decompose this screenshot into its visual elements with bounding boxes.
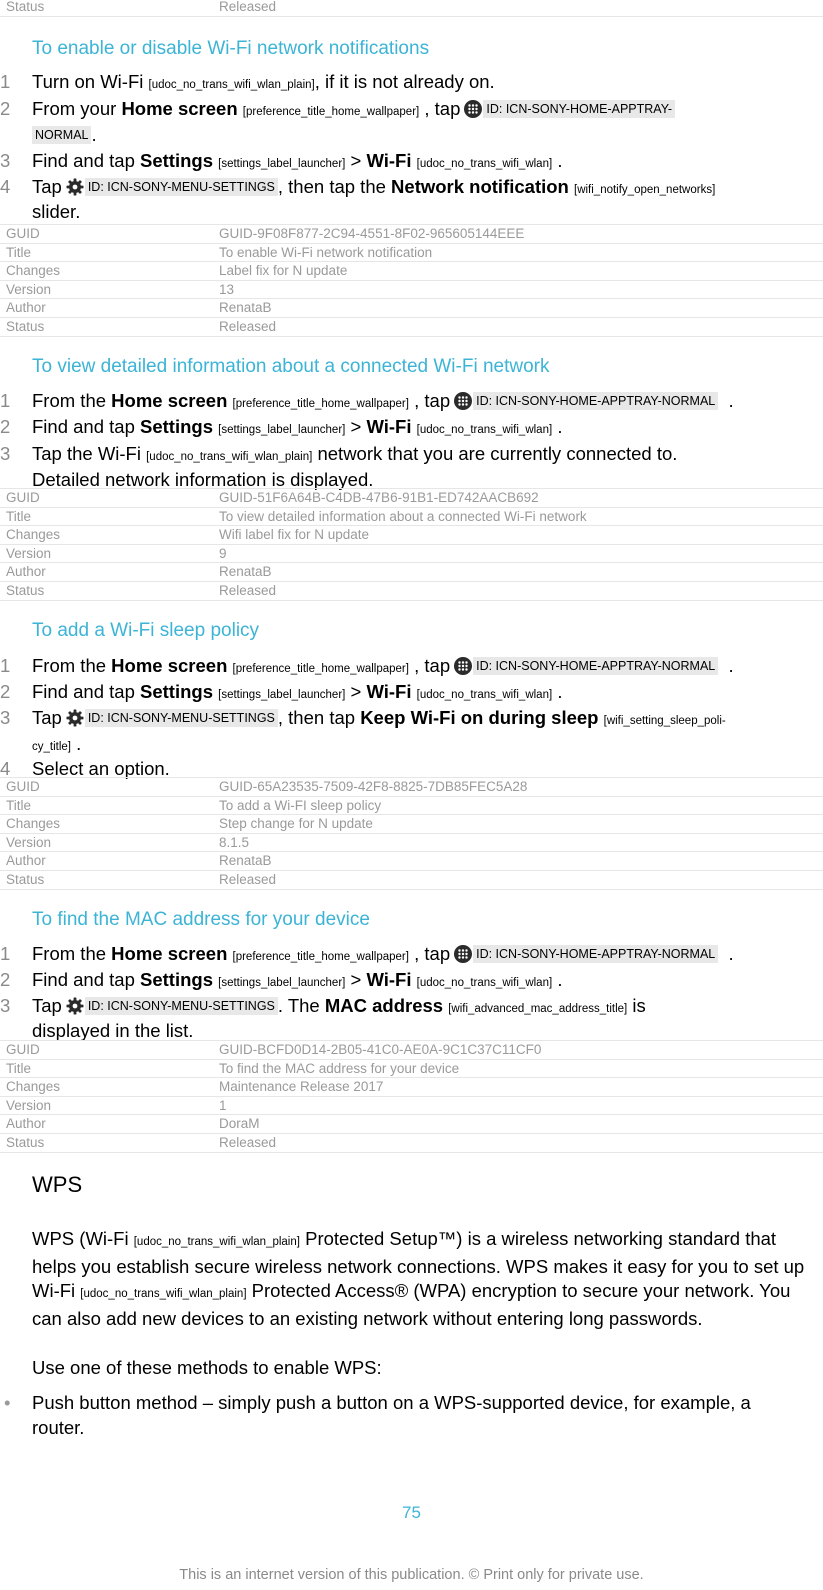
icon-id-chip: ID: ICN-SONY-HOME-APPTRAY-NORMAL [473, 945, 718, 963]
meta-key: Status [0, 0, 213, 16]
meta-row [0, 489, 823, 508]
step-text: . The [277, 995, 320, 1016]
meta-key: Title [0, 1059, 213, 1078]
step-text: From the [32, 390, 107, 411]
meta-value: 13 [213, 280, 823, 299]
section-title-enable-notifications: To enable or disable Wi-Fi network notifications [32, 38, 430, 59]
meta-row [0, 262, 823, 281]
step-number: 2 [0, 681, 11, 702]
meta-key: Version [0, 1096, 213, 1115]
meta-key: Title [0, 507, 213, 526]
step-number: 1 [0, 943, 11, 964]
step-text: Find and tap [32, 681, 135, 702]
meta-value: 8.1.5 [213, 833, 823, 852]
meta-value: Released [213, 1133, 823, 1152]
meta-value: To view detailed information about a connected Wi-Fi network [213, 507, 823, 526]
paragraph-text: Protected Access® (WPA) encryption to secure your network. You can also add new devices to an existing network without entering long passwords. [32, 1280, 791, 1329]
step-text: , then tap [277, 707, 356, 728]
meta-value: To add a Wi-FI sleep policy [213, 796, 823, 815]
settings-gear-icon [66, 709, 84, 727]
meta-row [0, 870, 823, 889]
meta-key: Changes [0, 526, 213, 545]
step-text: Select an option. [32, 758, 170, 779]
meta-row [0, 544, 823, 563]
string-tag: [udoc_no_trans_wifi_wlan_plain] [148, 79, 315, 91]
meta-key: Version [0, 833, 213, 852]
meta-row [0, 507, 823, 526]
meta-value: To enable Wi-Fi network notification [213, 243, 823, 262]
ui-term: Home screen [111, 390, 228, 411]
string-tag: [settings_label_launcher] [218, 977, 346, 989]
string-tag: [settings_label_launcher] [218, 689, 346, 701]
apptray-grid-icon [464, 100, 482, 118]
step-text: From your [32, 98, 117, 119]
meta-value: Released [213, 870, 823, 889]
list-item-text: Push button method – simply push a button on a WPS-supported device, for example, a router. [32, 1392, 751, 1438]
step-number: 3 [0, 443, 11, 464]
meta-row [0, 581, 823, 600]
meta-value: GUID-9F08F877-2C94-4551-8F02-965605144EEE [213, 225, 823, 244]
meta-key: Changes [0, 262, 213, 281]
step-text: From the [32, 655, 107, 676]
icon-id-chip: ID: ICN-SONY-MENU-SETTINGS [85, 709, 278, 727]
string-tag: [udoc_no_trans_wifi_wlan] [416, 977, 553, 989]
meta-value: Step change for N update [213, 815, 823, 834]
step-number: 3 [0, 150, 11, 171]
step-number: 4 [0, 758, 11, 779]
paragraph-text: WPS (Wi-Fi [32, 1228, 129, 1249]
meta-key: Version [0, 280, 213, 299]
step-number: 1 [0, 71, 11, 92]
meta-table [0, 777, 823, 890]
meta-key: GUID [0, 778, 213, 797]
meta-key: Changes [0, 815, 213, 834]
meta-table [0, 488, 823, 601]
meta-value: To find the MAC address for your device [213, 1059, 823, 1078]
page-number: 75 [402, 1503, 421, 1522]
step-text: Turn on Wi-Fi [32, 71, 144, 92]
string-tag: [udoc_no_trans_wifi_wlan_plain] [133, 1236, 300, 1248]
icon-id-chip: ID: ICN-SONY-MENU-SETTINGS [85, 178, 278, 196]
footer-notice: This is an internet version of this publication. © Print only for private use. [179, 1567, 644, 1583]
meta-row [0, 526, 823, 545]
meta-key: Title [0, 243, 213, 262]
meta-row [0, 0, 823, 16]
meta-row [0, 563, 823, 582]
meta-value: GUID-51F6A64B-C4DB-47B6-91B1-ED742AACB692 [213, 489, 823, 508]
icon-id-chip: ID: ICN-SONY-HOME-APPTRAY- [483, 100, 675, 118]
step-text: network that you are currently connected to. [317, 443, 678, 464]
step-text: Tap [32, 176, 62, 197]
step-text: Find and tap [32, 969, 135, 990]
ui-term: Settings [140, 681, 213, 702]
meta-row [0, 852, 823, 871]
meta-key: Title [0, 796, 213, 815]
meta-key: Author [0, 299, 213, 318]
meta-key: Author [0, 1115, 213, 1134]
step-text: Detailed network information is displayed. [32, 469, 374, 490]
ui-term: Settings [140, 150, 213, 171]
meta-value: RenataB [213, 852, 823, 871]
ui-term: Home screen [111, 655, 228, 676]
step-text: > [350, 416, 362, 437]
meta-row [0, 317, 823, 336]
meta-row [0, 796, 823, 815]
step-text: Find and tap [32, 150, 135, 171]
step-text: is [632, 995, 646, 1016]
step-text: , tap [414, 943, 451, 964]
step-text: Find and tap [32, 416, 135, 437]
settings-gear-icon [66, 178, 84, 196]
ui-term: Home screen [121, 98, 238, 119]
meta-row [0, 815, 823, 834]
step-text: . [728, 655, 734, 676]
step-text: slider. [32, 201, 81, 222]
meta-row [0, 243, 823, 262]
meta-key: Status [0, 317, 213, 336]
ui-term: Settings [140, 416, 213, 437]
string-tag: cy_title] [32, 741, 71, 753]
icon-id-chip: NORMAL [32, 126, 91, 144]
apptray-grid-icon [454, 945, 472, 963]
settings-gear-icon [66, 997, 84, 1015]
meta-key: GUID [0, 225, 213, 244]
ui-term: Wi-Fi [366, 150, 412, 171]
step-text: . [557, 416, 563, 437]
meta-value: Maintenance Release 2017 [213, 1078, 823, 1097]
step-number: 2 [0, 416, 11, 437]
step-text: > [350, 150, 362, 171]
top-meta-table [0, 0, 823, 17]
step-text: Tap [32, 707, 62, 728]
step-text: > [350, 969, 362, 990]
meta-value: Released [213, 317, 823, 336]
meta-row [0, 778, 823, 797]
wps-methods-intro: Use one of these methods to enable WPS: [32, 1357, 382, 1378]
apptray-grid-icon [454, 657, 472, 675]
ui-term: Home screen [111, 943, 228, 964]
ui-term: Wi-Fi [366, 969, 412, 990]
meta-row [0, 299, 823, 318]
apptray-grid-icon [454, 392, 472, 410]
meta-key: Author [0, 563, 213, 582]
meta-key: Version [0, 544, 213, 563]
string-tag: [udoc_no_trans_wifi_wlan] [416, 158, 553, 170]
step-text: , tap [424, 98, 461, 119]
step-text: , tap [414, 390, 451, 411]
string-tag: [settings_label_launcher] [218, 424, 346, 436]
meta-value: Label fix for N update [213, 262, 823, 281]
step-text: . [557, 150, 563, 171]
section-title-mac-address: To find the MAC address for your device [32, 909, 370, 930]
step-text: . [557, 681, 563, 702]
step-text: , then tap the [277, 176, 386, 197]
meta-key: Status [0, 581, 213, 600]
meta-value: GUID-BCFD0D14-2B05-41C0-AE0A-9C1C37C11CF0 [213, 1041, 823, 1060]
step-number: 2 [0, 969, 11, 990]
ui-term: MAC address [324, 995, 444, 1016]
string-tag: [wifi_notify_open_networks] [574, 184, 716, 196]
ui-term: Settings [140, 969, 213, 990]
string-tag: [udoc_no_trans_wifi_wlan_plain] [146, 451, 313, 463]
meta-row [0, 833, 823, 852]
section-title-view-details: To view detailed information about a connected Wi-Fi network [32, 356, 550, 377]
meta-value: DoraM [213, 1115, 823, 1134]
meta-value: GUID-65A23535-7509-42F8-8825-7DB85FEC5A28 [213, 778, 823, 797]
meta-row [0, 280, 823, 299]
meta-key: Status [0, 870, 213, 889]
string-tag: [wifi_setting_sleep_poli- [603, 715, 726, 727]
step-text: . [728, 390, 734, 411]
step-number: 4 [0, 176, 11, 197]
meta-value: Wifi label fix for N update [213, 526, 823, 545]
meta-key: Changes [0, 1078, 213, 1097]
bullet-icon: • [4, 1392, 11, 1413]
step-text: . [91, 124, 97, 145]
step-text: displayed in the list. [32, 1020, 194, 1041]
meta-key: Author [0, 852, 213, 871]
string-tag: [preference_title_home_wallpaper] [232, 398, 409, 410]
step-number: 1 [0, 655, 11, 676]
ui-term: Wi-Fi [366, 681, 412, 702]
meta-value: 9 [213, 544, 823, 563]
ui-term: Wi-Fi [366, 416, 412, 437]
wps-heading: WPS [32, 1172, 83, 1197]
step-text: . [728, 943, 734, 964]
meta-row [0, 1078, 823, 1097]
step-number: 3 [0, 707, 11, 728]
step-text: , if it is not already on. [314, 71, 495, 92]
meta-row [0, 1133, 823, 1152]
string-tag: [preference_title_home_wallpaper] [242, 106, 420, 118]
meta-value: RenataB [213, 563, 823, 582]
string-tag: [settings_label_launcher] [218, 158, 346, 170]
paragraph-text: Protected Setup™) is a wireless networking standard that helps you establish secure wireless network connections. WPS makes it easy for you to set up Wi-Fi [32, 1228, 805, 1301]
meta-key: GUID [0, 1041, 213, 1060]
step-text: , tap [414, 655, 451, 676]
meta-row [0, 1096, 823, 1115]
icon-id-chip: ID: ICN-SONY-HOME-APPTRAY-NORMAL [473, 657, 718, 675]
meta-table [0, 1040, 823, 1153]
string-tag: [preference_title_home_wallpaper] [232, 951, 409, 963]
string-tag: [udoc_no_trans_wifi_wlan] [416, 689, 553, 701]
string-tag: [wifi_advanced_mac_address_title] [448, 1003, 628, 1015]
ui-term: Network notification [391, 176, 569, 197]
meta-key: GUID [0, 489, 213, 508]
step-text: Tap the Wi-Fi [32, 443, 141, 464]
meta-value: Released [213, 581, 823, 600]
ui-term: Keep Wi-Fi on during sleep [360, 707, 599, 728]
string-tag: [preference_title_home_wallpaper] [232, 663, 409, 675]
step-text: From the [32, 943, 107, 964]
step-number: 3 [0, 995, 11, 1016]
step-number: 1 [0, 390, 11, 411]
string-tag: [udoc_no_trans_wifi_wlan] [416, 424, 553, 436]
meta-table [0, 224, 823, 337]
step-text: . [76, 733, 82, 754]
icon-id-chip: ID: ICN-SONY-HOME-APPTRAY-NORMAL [473, 392, 718, 410]
meta-row [0, 225, 823, 244]
meta-row [0, 1115, 823, 1134]
meta-value: RenataB [213, 299, 823, 318]
section-title-sleep-policy: To add a Wi-Fi sleep policy [32, 620, 260, 641]
meta-key: Status [0, 1133, 213, 1152]
meta-value: Released [213, 0, 823, 16]
wps-paragraph [32, 1227, 822, 1331]
step-text: . [557, 969, 563, 990]
step-text: > [350, 681, 362, 702]
step-number: 2 [0, 98, 11, 119]
meta-value: 1 [213, 1096, 823, 1115]
icon-id-chip: ID: ICN-SONY-MENU-SETTINGS [85, 997, 278, 1015]
string-tag: [udoc_no_trans_wifi_wlan_plain] [80, 1288, 247, 1300]
meta-row [0, 1041, 823, 1060]
step-text: Tap [32, 995, 62, 1016]
meta-row [0, 1059, 823, 1078]
